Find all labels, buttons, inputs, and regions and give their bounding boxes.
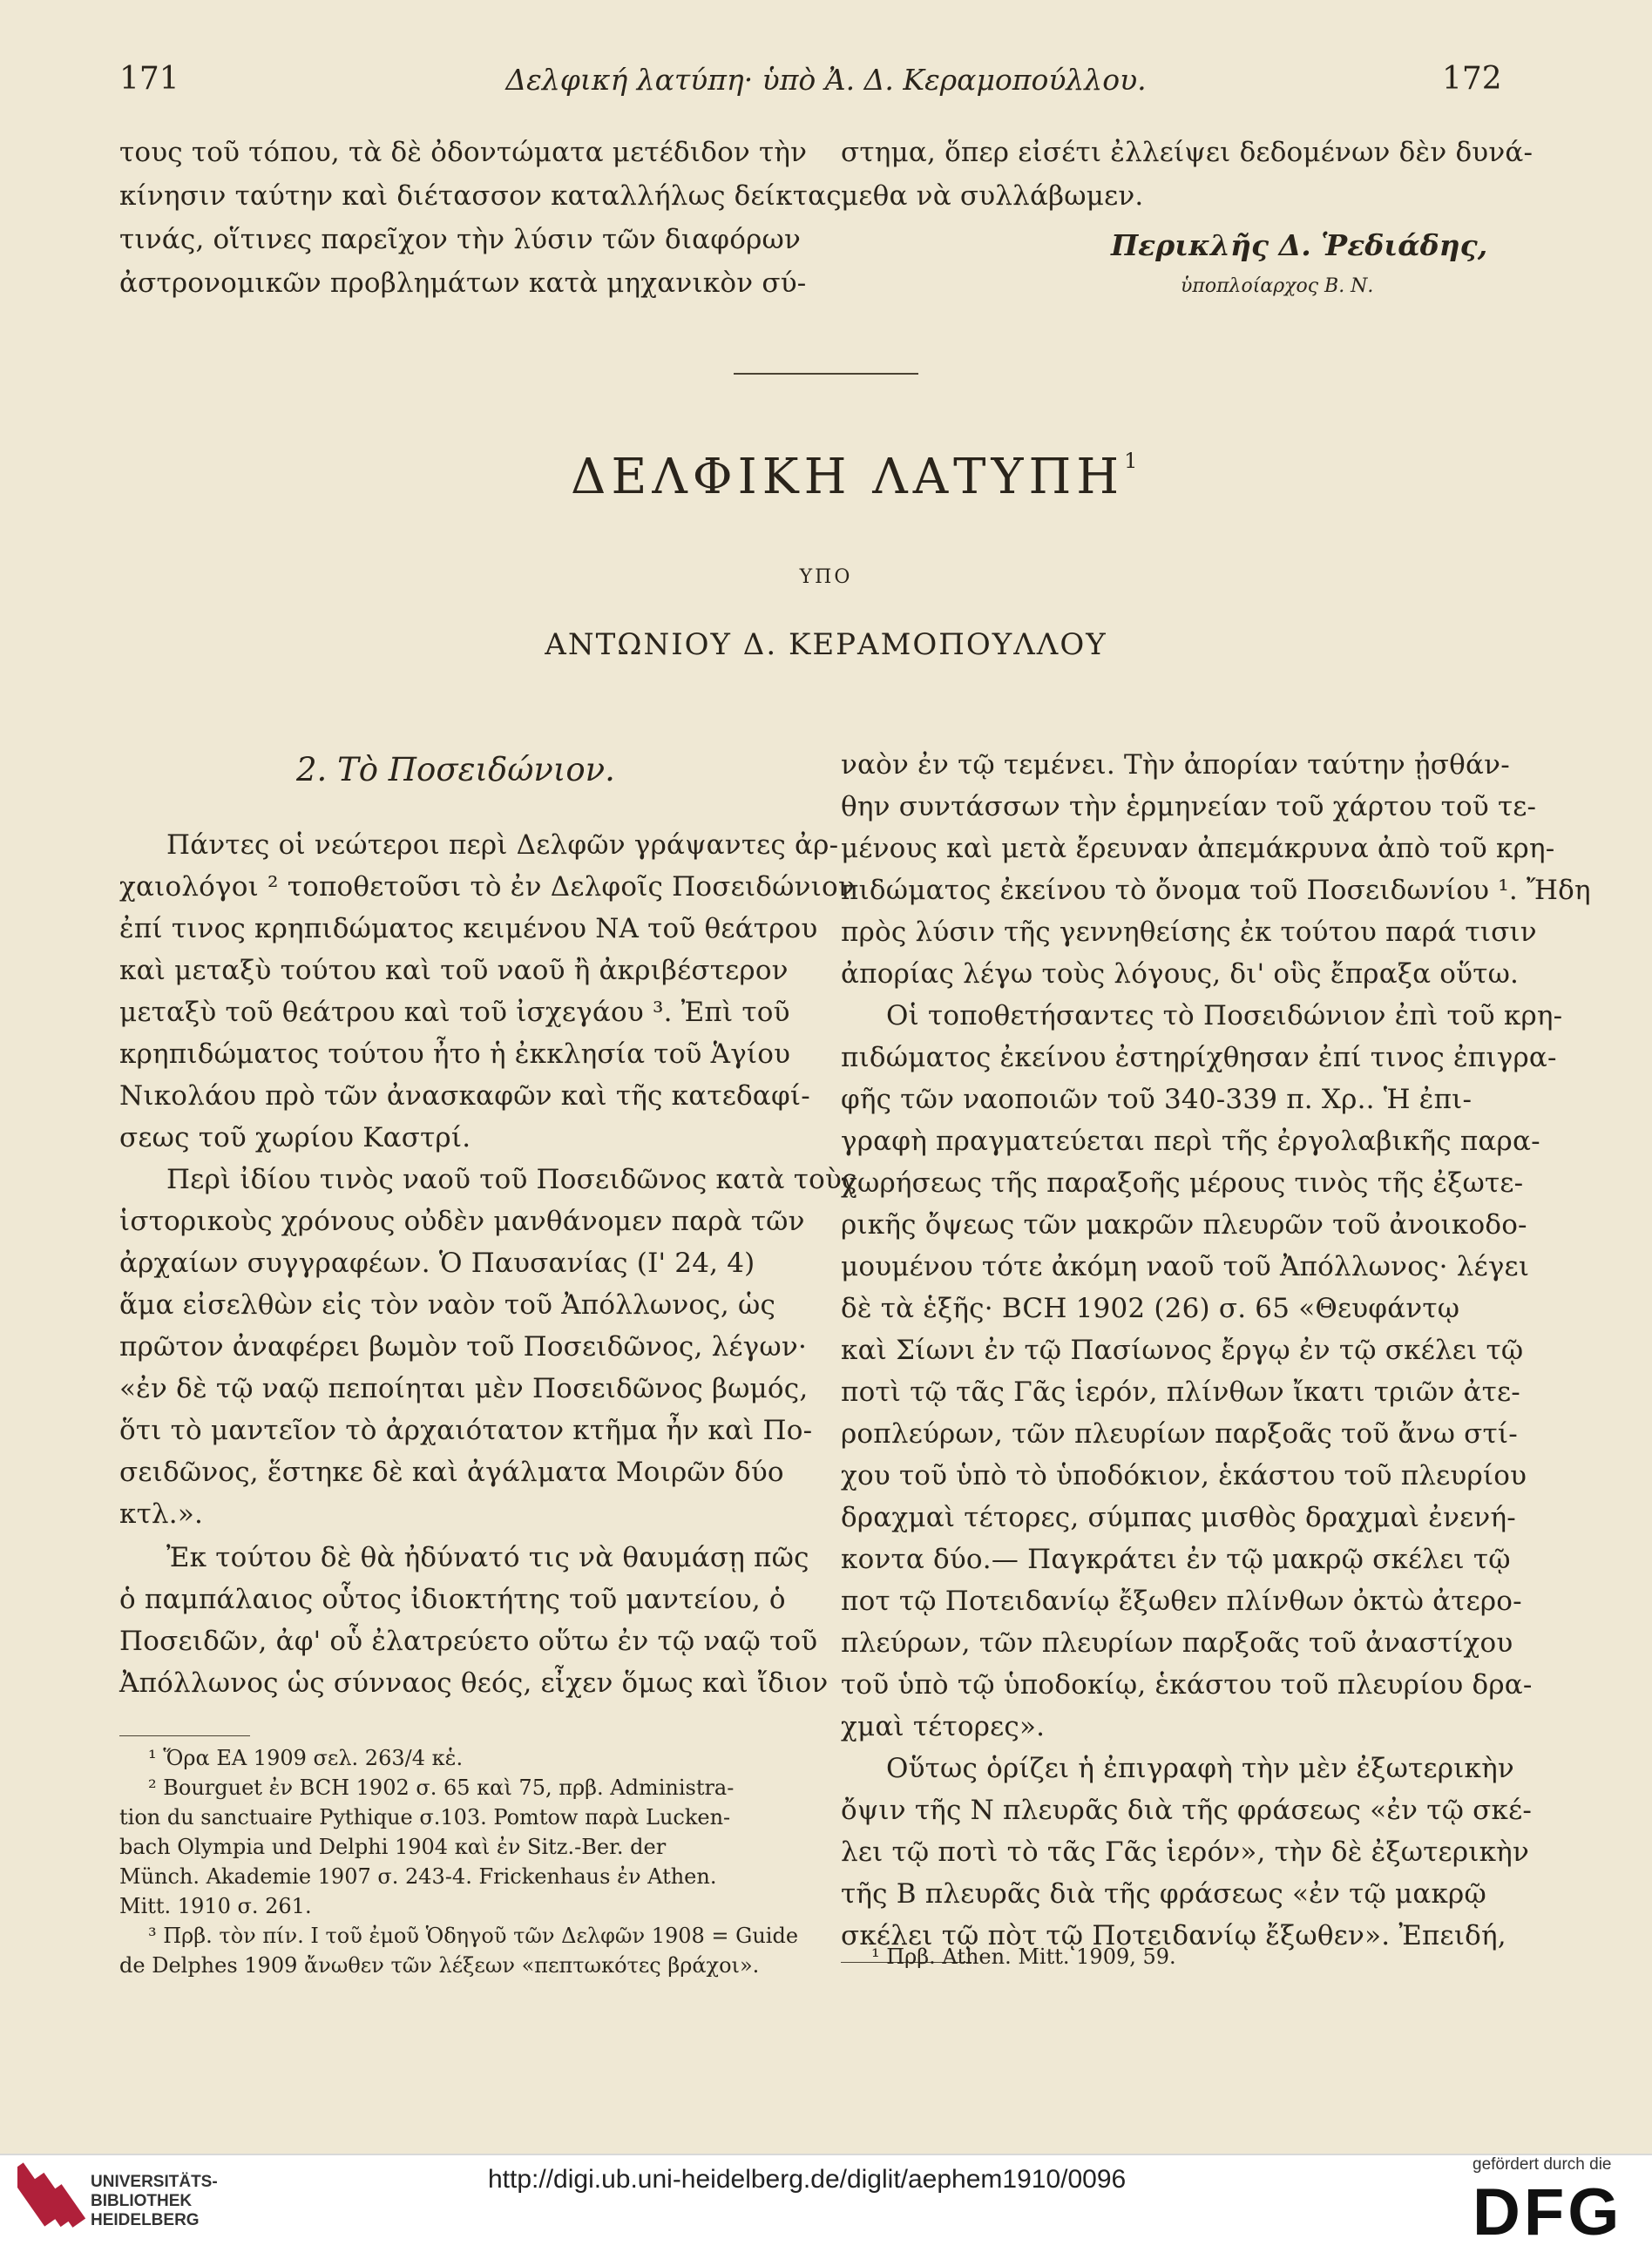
text-line: κοντα δύο.— Παγκράτει ἐν τῷ μακρῷ σκέλει τῷ [841, 1544, 1511, 1575]
footnote-rule-left [119, 1735, 250, 1736]
text-line: «ἐν δὲ τῷ ναῷ πεποίηται μὲν Ποσειδῶνος βωμός, [119, 1373, 809, 1404]
text-line: χωρήσεως τῆς παραξοῆς μέρους τινὸς τῆς ἐξωτε- [841, 1167, 1524, 1199]
title-footnote-mark: 1 [1124, 449, 1143, 473]
digital-copy-link[interactable]: http://digi.ub.uni-heidelberg.de/diglit/aephem1910/0096 [488, 2165, 1127, 2194]
right-footnote: ¹ Πρβ. Athen. Mitt. 1909, 59. [871, 1944, 1176, 1969]
text-line: κρηπιδώματος τούτου ἦτο ἡ ἐκκλησία τοῦ Ἁγίου [119, 1038, 791, 1070]
text-line: τοῦ ὑπὸ τῷ ὑποδοκίῳ, ἑκάστου τοῦ πλευρίου δρα- [841, 1669, 1533, 1701]
text-line: Ποσειδῶν, ἀφ' οὗ ἐλατρεύετο οὕτω ἐν τῷ ναῷ τοῦ [119, 1626, 818, 1657]
text-line: τῆς Β πλευρᾶς διὰ τῆς φράσεως «ἐν τῷ μακρῷ [841, 1878, 1486, 1910]
separator-rule [734, 373, 918, 375]
text-line: κτλ.». [119, 1498, 204, 1530]
page-number-left: 171 [119, 61, 179, 97]
text-line: ἱστορικοὺς χρόνους οὐδὲν μανθάνομεν παρὰ τῶν [119, 1206, 805, 1237]
text-line: ἀρχαίων συγγραφέων. Ὁ Παυσανίας (Ι' 24, 4) [119, 1248, 755, 1279]
text-line: ἐπί τινος κρηπιδώματος κειμένου ΝΑ τοῦ θεάτρου [119, 913, 818, 944]
footnote-line: ² Bourguet ἐν BCH 1902 σ. 65 καὶ 75, πρβ. Administra- [148, 1775, 735, 1800]
footnote-line: de Delphes 1909 ἄνωθεν τῶν λέξεων «πεπτωκότες βράχοι». [119, 1953, 760, 1978]
text-line: ἅμα εἰσελθὼν εἰς τὸν ναὸν τοῦ Ἀπόλλωνος, ὡς [119, 1289, 776, 1321]
text-line: γραφὴ πραγματεύεται περὶ τῆς ἐργολαβικῆς παρα- [841, 1126, 1540, 1157]
text-line: λει τῷ ποτὶ τὸ τᾶς Γᾶς ἱερόν», τὴν δὲ ἐξωτερικὴν [841, 1836, 1529, 1868]
text-line: μεταξὺ τοῦ θεάτρου καὶ τοῦ ἰσχεγάου ³. Ἐπὶ τοῦ [119, 997, 790, 1028]
funding-note: gefördert durch die [1473, 2155, 1612, 2174]
text-line: ποτὶ τῷ τᾶς Γᾶς ἱερόν, πλίνθων ἴκατι τριῶν ἀτε- [841, 1376, 1520, 1408]
text-line: πιδώματος ἐκείνου τὸ ὄνομα τοῦ Ποσειδωνίου ¹. Ἤδη [841, 875, 1591, 906]
text-line: θην συντάσσων τὴν ἑρμηνείαν τοῦ χάρτου τοῦ τε- [841, 791, 1537, 822]
text-line: ὁ παμπάλαιος οὗτος ἰδιοκτήτης τοῦ μαντείου, ὁ [119, 1584, 786, 1615]
text-line: πρῶτον ἀναφέρει βωμὸν τοῦ Ποσειδῶνος, λέγων· [119, 1331, 807, 1363]
text-line: Ἐκ τούτου δὲ θὰ ἠδύνατό τις νὰ θαυμάσῃ πῶς [166, 1542, 809, 1573]
text-line: πρὸς λύσιν τῆς γεννηθείσης ἐκ τούτου παρά τισιν [841, 916, 1537, 948]
footnote-line: Münch. Akademie 1907 σ. 243-4. Frickenhaus ἐν Athen. [119, 1864, 717, 1889]
footnote-line: ¹ Ὅρα ΕΑ 1909 σελ. 263/4 κἑ. [148, 1746, 464, 1770]
footnote-line: bach Olympia und Delphi 1904 καὶ ἐν Sitz.-Ber. der [119, 1835, 667, 1859]
library-name-line: BIBLIOTHEK [91, 2192, 193, 2210]
text-line: σειδῶνος, ἕστηκε δὲ καὶ ἀγάλματα Μοιρῶν δύο [119, 1457, 784, 1488]
signature-rank: ὑποπλοίαρχος Β. Ν. [1181, 275, 1374, 297]
text-line: καὶ μεταξὺ τούτου καὶ τοῦ ναοῦ ἢ ἀκριβέστερον [119, 955, 789, 986]
text-line: τους τοῦ τόπου, τὰ δὲ ὀδοντώματα μετέδιδον τὴν [119, 137, 808, 168]
library-name [91, 2173, 218, 2230]
text-line: Νικολάου πρὸ τῶν ἀνασκαφῶν καὶ τῆς κατεδαφί- [119, 1080, 810, 1112]
byline-prefix: ΥΠΟ [799, 566, 853, 588]
footnote-line: tion du sanctuaire Pythique σ.103. Pomtow παρὰ Lucken- [119, 1805, 731, 1830]
text-line: σκέλει τῷ πὸτ τῷ Ποτειδανίῳ ἔξωθεν». Ἐπειδή, [841, 1920, 1506, 1951]
footnote-line: ³ Πρβ. τὸν πίν. Ι τοῦ ἐμοῦ Ὁδηγοῦ τῶν Δελφῶν 1908 = Guide [148, 1924, 799, 1948]
section-heading: 2. Τὸ Ποσειδώνιον. [296, 751, 615, 788]
text-line: δραχμαὶ τέτορες, σύμπας μισθὸς δραχμαὶ ἐνενή- [841, 1502, 1516, 1533]
footer-divider [0, 2154, 1652, 2155]
article-author: ΑΝΤΩΝΙΟΥ Δ. ΚΕΡΑΜΟΠΟΥΛΛΟΥ [545, 627, 1107, 662]
dfg-logo: DFG [1473, 2175, 1623, 2249]
text-line: πιδώματος ἐκείνου ἐστηρίχθησαν ἐπί τινος ἐπιγρα- [841, 1042, 1557, 1073]
text-line: ρικῆς ὄψεως τῶν μακρῶν πλευρῶν τοῦ ἀνοικοδο- [841, 1209, 1527, 1241]
footnote-line: Mitt. 1910 σ. 261. [119, 1894, 312, 1918]
text-line: ὄψιν τῆς Ν πλευρᾶς διὰ τῆς φράσεως «ἐν τῷ σκέ- [841, 1795, 1533, 1826]
text-line: ναὸν ἐν τῷ τεμένει. Τὴν ἀπορίαν ταύτην ᾐσθάν- [841, 749, 1510, 781]
library-name-line: UNIVERSITÄTS- [91, 2173, 218, 2191]
text-line: Οὕτως ὁρίζει ἡ ἐπιγραφὴ τὴν μὲν ἐξωτερικὴν [886, 1753, 1514, 1784]
text-line: ροπλεύρων, τῶν πλευρίων παρξοᾶς τοῦ ἄνω στί- [841, 1418, 1518, 1450]
text-line: μεθα νὰ συλλάβωμεν. [841, 180, 1144, 212]
text-line: Περὶ ἰδίου τινὸς ναοῦ τοῦ Ποσειδῶνος κατὰ τοὺς [166, 1164, 857, 1195]
text-line: ἀπορίας λέγω τοὺς λόγους, δι' οὓς ἔπραξα οὕτω. [841, 958, 1520, 990]
text-line: φῆς τῶν ναοποιῶν τοῦ 340-339 π. Χρ.. Ἡ ἐπι- [841, 1084, 1473, 1115]
text-line: χαιολόγοι ² τοποθετοῦσι τὸ ἐν Δελφοῖς Ποσειδώνιον [119, 871, 855, 903]
text-line: μένους καὶ μετὰ ἔρευναν ἀπεμάκρυνα ἀπὸ τοῦ κρη- [841, 833, 1555, 864]
text-line: ὅτι τὸ μαντεῖον τὸ ἀρχαιότατον κτῆμα ἦν καὶ Πο- [119, 1415, 813, 1446]
text-line: ἀστρονομικῶν προβλημάτων κατὰ μηχανικὸν σύ- [119, 267, 807, 299]
text-line: Οἱ τοποθετήσαντες τὸ Ποσειδώνιον ἐπὶ τοῦ κρη- [886, 1000, 1563, 1031]
text-line: Ἀπόλλωνος ὡς σύνναος θεός, εἶχεν ὅμως καὶ ἴδιον [119, 1667, 829, 1699]
text-line: δὲ τὰ ἑξῆς· BCH 1902 (26) σ. 65 «Θευφάντῳ [841, 1293, 1460, 1324]
text-line: κίνησιν ταύτην καὶ διέτασσον καταλλήλως δείκτας [119, 180, 842, 212]
running-header-title: Δελφική λατύπη· ὑπὸ Ἀ. Δ. Κεραμοπούλλου. [505, 63, 1147, 97]
text-line: πλεύρων, τῶν πλευρίων παρξοᾶς τοῦ ἀναστίχου [841, 1627, 1513, 1659]
library-name-line: HEIDELBERG [91, 2211, 200, 2229]
text-line: στημα, ὅπερ εἰσέτι ἐλλείψει δεδομένων δὲν δυνά- [841, 137, 1534, 168]
text-line: χου τοῦ ὑπὸ τὸ ὑποδόκιον, ἑκάστου τοῦ πλευρίου [841, 1460, 1527, 1491]
text-line: σεως τοῦ χωρίου Καστρί. [119, 1122, 471, 1153]
text-line: μουμένου τότε ἀκόμη ναοῦ τοῦ Ἀπόλλωνος· λέγει [841, 1251, 1530, 1282]
university-library-logo-icon [17, 2155, 91, 2229]
text-line: καὶ Σίωνι ἐν τῷ Πασίωνος ἔργῳ ἐν τῷ σκέλει τῷ [841, 1335, 1524, 1366]
text-line: Πάντες οἱ νεώτεροι περὶ Δελφῶν γράψαντες ἀρ- [166, 829, 839, 861]
page-number-right: 172 [1442, 61, 1502, 97]
text-line: ποτ τῷ Ποτειδανίῳ ἔξωθεν πλίνθων ὀκτὼ ἀτερο- [841, 1586, 1522, 1617]
article-title: ΔΕΛΦΙΚΗ ΛΑΤΥΠΗ$^1$ [571, 449, 1143, 505]
signature-name: Περικλῆς Δ. Ῥεδιάδης, [1111, 228, 1488, 262]
text-line: χμαὶ τέτορες». [841, 1711, 1046, 1742]
text-line: τινάς, οἵτινες παρεῖχον τὴν λύσιν τῶν διαφόρων [119, 224, 802, 255]
